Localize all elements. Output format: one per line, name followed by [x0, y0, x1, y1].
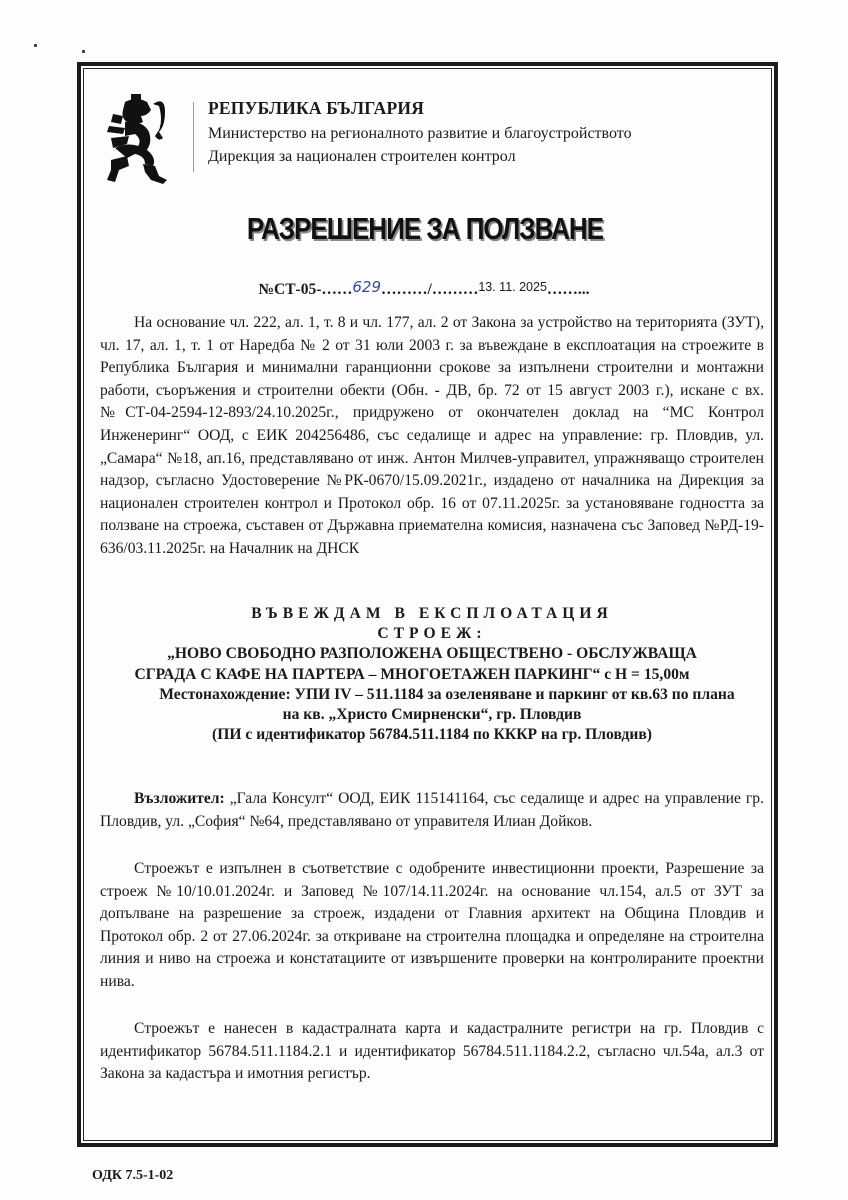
- handwritten-number: 629: [352, 278, 382, 296]
- basis-text: На основание чл. 222, ал. 1, т. 8 и чл. 177, ал. 2 от Закона за устройство на територията (ЗУТ), чл. 17, ал. 1, т. 1 от Наредба № 2 от 31 юли 2003 г. за въвеждане в експлоатация на строежите в Република България и минимални гаранционни срокове за изпълнени строителни и монтажни работи, съоръжения и строителни обекти (Обн. - ДВ, бр. 72 от 15 август 2003 г.), искане с вх.№СТ-04-2594-12-893/24.10.2025г., придружено от окончателен доклад на “МС Контрол Инженеринг“ ООД, с ЕИК 204256486, със седалище и адрес на управление: гр. Пловдив, ул. „Самара“ №18, ап.16, представлявано от инж. Антон Милчев-управител, упражняващо строителен надзор, съгласно Удостоверение №РК-0670/15.09.2021г., издадено от началника на Дирекция за национален строителен контрол и Протокол обр. 16 от 07.11.2025г. за установяване годността за ползване на строежа, съставен от Държавна приемателна комисия, назначена със Заповед №РД-19-636/03.11.2025г. на Началник на ДНСК: [100, 314, 764, 557]
- compliance-text: Строежът е изпълнен в съответствие с одобрените инвестиционни проекти, Разрешение за строеж №10/10.01.2024г. и Заповед №107/14.11.2024г. на основание чл.154, ал.5 от ЗУТ за допълване на разрешение за строеж, издадени от Главния архитект на Община Пловдив и Протокол обр. 2 от 27.06.2024г. за откриване на строителна площадка и определяне на строителна линия и ниво на строежа и констатациите от извършените проверки на контролираните проектни нива.: [100, 860, 764, 990]
- header-divider: [193, 102, 194, 172]
- commission-heading: ВЪВЕЖДАМ В ЕКСПЛОАТАЦИЯ: [251, 605, 613, 622]
- location-line1: Местонахождение: УПИ IV – 511.1184 за озеленяване и паркинг от кв.63 по плана: [159, 685, 735, 703]
- document-number: [0, 280, 848, 299]
- construction-name-line2: СГРАДА С КАФЕ НА ПАРТЕРА – МНОГОЕТАЖЕН ПАРКИНГ“ с Н = 15,00м: [134, 665, 690, 683]
- cadastre-text: Строежът е нанесен в кадастралната карта и кадастралните регистри на гр. Пловдив с идентификатор 56784.511.1184.2.1 и идентификатор 56784.511.1184.2.2, съгласно чл.54а, ал.3 от Закона за кадастъра и имотния регистър.: [100, 1020, 764, 1083]
- construction-label: СТРОЕЖ:: [377, 625, 487, 643]
- issue-date: 13. 11. 2025: [478, 280, 547, 294]
- cadastre-paragraph: [100, 1018, 764, 1086]
- scan-specks: [34, 44, 84, 54]
- number-dots-after: ………/………: [381, 281, 479, 298]
- construction-name-line1: „НОВО СВОБОДНО РАЗПОЛОЖЕНА ОБЩЕСТВЕНО - ОБСЛУЖВАЩА: [167, 645, 697, 663]
- ministry-name: Министерство на регионалното развитие и благоустройството: [208, 125, 632, 142]
- basis-paragraph: [100, 312, 764, 561]
- form-code: ОДК 7.5-1-02: [92, 1168, 174, 1183]
- directorate-name: Дирекция за национален строителен контрол: [208, 148, 516, 165]
- commissioning-block: [100, 604, 764, 745]
- location-line2: на кв. „Христо Смирненски“, гр. Пловдив: [282, 706, 582, 724]
- assignor-label: Възложител:: [134, 790, 225, 807]
- letterhead: [107, 92, 747, 182]
- date-dots-after: ……...: [546, 281, 590, 298]
- document-title: РАЗРЕШЕНИЕ ЗА ПОЛЗВАНЕ: [246, 211, 604, 246]
- location-line3: (ПИ с идентификатор 56784.511.1184 по КККР на гр. Пловдив): [212, 726, 652, 744]
- number-dots-before: ……: [321, 281, 353, 298]
- compliance-paragraph: [100, 858, 764, 994]
- assignor-text: „Гала Консулт“ ООД, ЕИК 115141164, със седалище и адрес на управление гр. Пловдив, ул. „София“ №64, представлявано от управителя Илиан Дойков.: [100, 790, 764, 830]
- number-prefix: №СТ-05-: [258, 281, 322, 298]
- country-name: РЕПУБЛИКА БЪЛГАРИЯ: [208, 98, 425, 118]
- lion-coat-of-arms-icon: [107, 92, 171, 184]
- assignor-paragraph: [100, 788, 764, 833]
